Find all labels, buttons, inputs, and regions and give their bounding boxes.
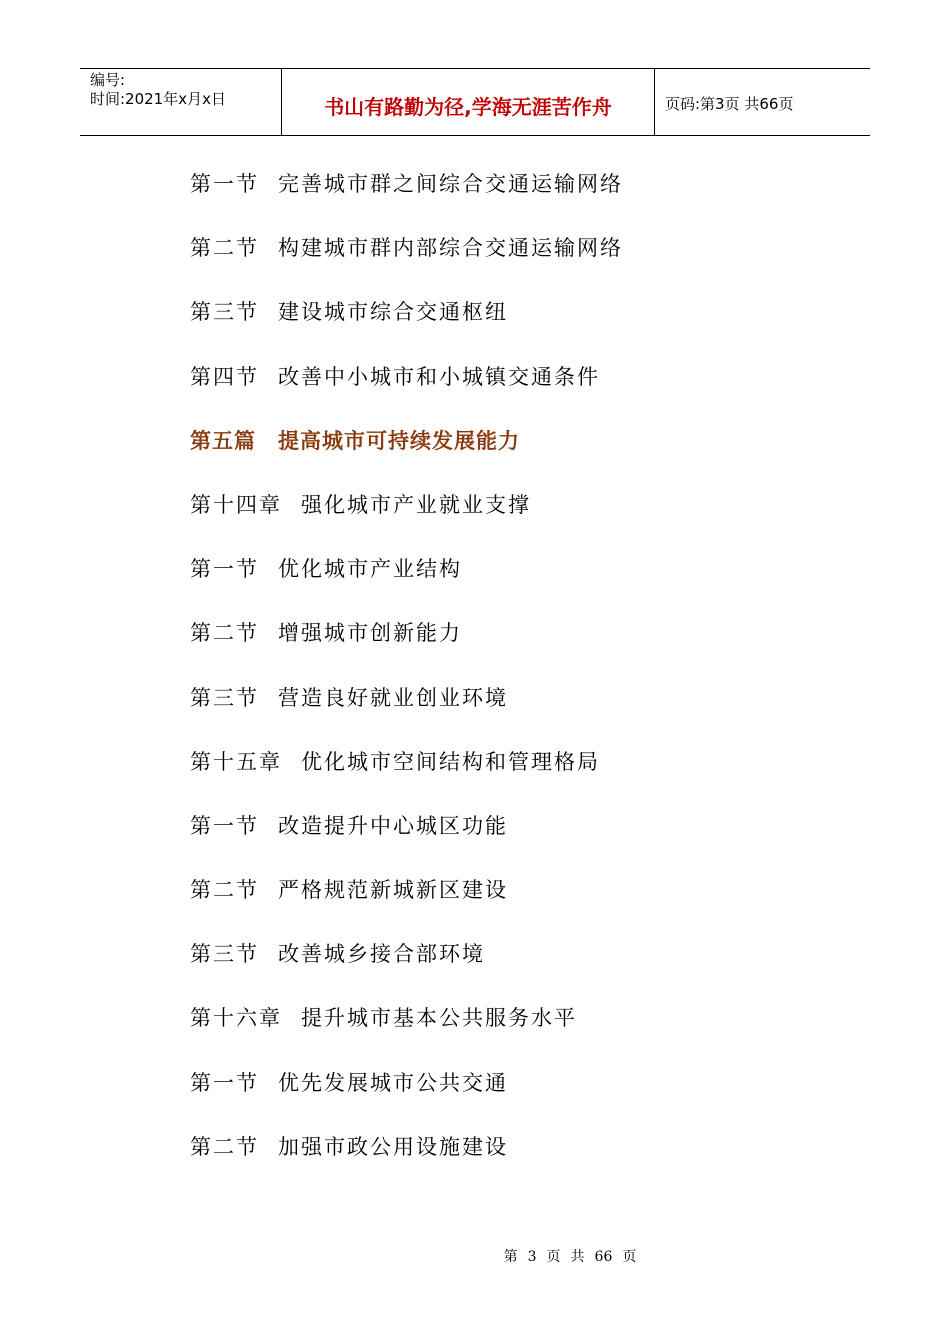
toc-title: 优化城市产业结构 — [278, 557, 462, 582]
footer-di: 第 — [503, 1249, 518, 1265]
toc-item — [190, 545, 890, 609]
toc-number: 第二节 — [190, 621, 259, 646]
header-meta — [80, 69, 282, 135]
toc-number: 第三节 — [190, 300, 259, 325]
toc-title: 改善中小城市和小城镇交通条件 — [278, 364, 600, 389]
toc-title: 增强城市创新能力 — [278, 621, 462, 646]
toc-item — [190, 866, 890, 930]
code-label: 编号: — [90, 71, 126, 89]
toc-title: 提升城市基本公共服务水平 — [301, 1006, 577, 1031]
toc-item — [190, 802, 890, 866]
toc-number: 第五篇 — [190, 428, 256, 453]
toc-item — [190, 609, 890, 673]
toc-title: 加强市政公用设施建设 — [278, 1134, 508, 1159]
header-motto: 书山有路勤为径,学海无涯苦作舟 — [282, 69, 655, 135]
toc-item — [190, 930, 890, 994]
footer-ye: 页 — [546, 1249, 561, 1265]
toc-title: 优化城市空间结构和管理格局 — [301, 749, 600, 774]
toc-title: 提高城市可持续发展能力 — [278, 428, 520, 453]
toc-number: 第一节 — [190, 557, 259, 582]
footer-total-pages: 66 — [594, 1249, 613, 1265]
toc-item — [190, 1059, 890, 1123]
toc-item — [190, 353, 890, 417]
toc-title: 改善城乡接合部环境 — [278, 942, 485, 967]
toc-number: 第三节 — [190, 942, 259, 967]
toc-number: 第四节 — [190, 364, 259, 389]
page-header — [80, 68, 870, 136]
toc-item — [190, 160, 890, 224]
toc-title: 完善城市群之间综合交通运输网络 — [278, 172, 623, 196]
toc-title: 强化城市产业就业支撑 — [301, 492, 531, 517]
toc-number: 第一节 — [190, 1070, 259, 1095]
toc-number: 第二节 — [190, 236, 259, 261]
time-label: 时间:2021年x月x日 — [90, 90, 226, 108]
toc-title: 优先发展城市公共交通 — [278, 1070, 508, 1095]
toc-title: 构建城市群内部综合交通运输网络 — [278, 236, 623, 261]
toc-title: 营造良好就业创业环境 — [278, 685, 508, 710]
toc-item — [190, 224, 890, 288]
footer-ye: 页 — [622, 1249, 637, 1265]
toc-number: 第三节 — [190, 685, 259, 710]
footer-page-number: 3 — [527, 1249, 537, 1265]
toc-title: 改造提升中心城区功能 — [278, 813, 508, 838]
toc-number: 第二节 — [190, 1134, 259, 1159]
toc-title: 严格规范新城新区建设 — [278, 878, 508, 903]
toc-title: 建设城市综合交通枢纽 — [278, 300, 508, 325]
toc-part-heading — [190, 417, 890, 481]
table-of-contents — [190, 160, 890, 1187]
toc-number: 第十四章 — [190, 492, 282, 517]
toc-chapter — [190, 994, 890, 1058]
toc-item — [190, 288, 890, 352]
toc-number: 第一节 — [190, 813, 259, 838]
toc-number: 第二节 — [190, 878, 259, 903]
footer-gong: 共 — [570, 1249, 585, 1265]
header-page-info: 页码:第3页 共66页 — [665, 94, 794, 113]
toc-chapter — [190, 481, 890, 545]
toc-number: 第十五章 — [190, 749, 282, 774]
toc-number: 第十六章 — [190, 1006, 282, 1031]
toc-item — [190, 1123, 890, 1187]
toc-item — [190, 674, 890, 738]
page-footer — [0, 1246, 950, 1266]
toc-number: 第一节 — [190, 172, 259, 196]
toc-chapter — [190, 738, 890, 802]
